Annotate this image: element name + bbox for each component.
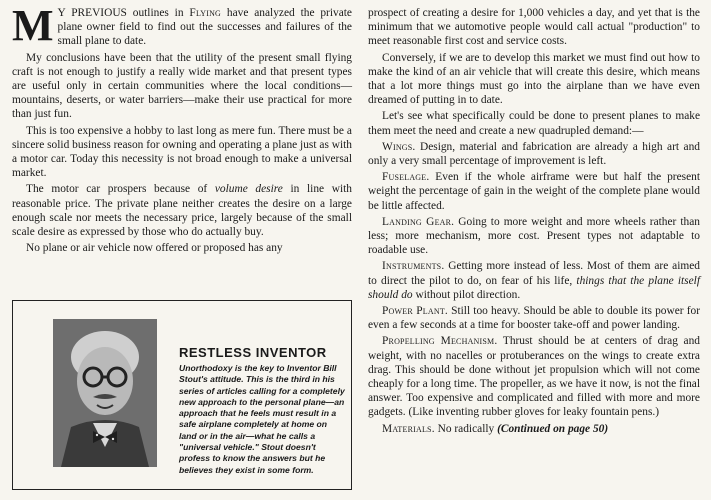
paragraph: My conclusions have been that the utility of the present small flying craft is not enough to justify a really wide market and that present types are useful only in certain communities where the local conditions—mountains, deserts, or water barriers—make their use practical for more than just fun. (12, 51, 352, 121)
drop-cap: M (12, 1, 54, 50)
sidebar-box (12, 300, 352, 490)
paragraph: Let's see what specifically could be done to present planes to make them meet the need and create a new quadrupled demand:— (368, 110, 700, 137)
section-landing-gear: Landing Gear. Going to more weight and more wheels rather than less; more mechanism, more cost. Present types not adaptable to roadable use. (368, 215, 700, 257)
magazine-name: Flying (189, 7, 222, 19)
continued-note: (Continued on page 50) (497, 422, 609, 435)
sidebar-text: Unorthodoxy is the key to Inventor Bill Stout's attitude. This is the third in his series of articles calling for a completely new approach to the personal plane—an approach that he feels must result in a safe airplane completely at home on land or in the air—what he calls a "universal vehicle." Stout doesn't profess to know the answers but he believes they exist in some form. (179, 363, 345, 475)
inventor-photo (53, 319, 157, 467)
section-fuselage: Fuselage. Even if the whole airframe were but half the present weight the percentage of gain in the weight of the complete plane would be little affected. (368, 171, 700, 212)
section-power-plant: Power Plant. Still too heavy. Should be able to double its power for even a few seconds at a time for booster take-off and power landing. (368, 305, 700, 332)
paragraph-intro: M Y PREVIOUS outlines in Flying have analyzed the private plane owner field to find out the successes and failures of the small plane to date. (12, 1, 352, 50)
paragraph: No plane or air vehicle now offered or proposed has any (26, 242, 283, 255)
section-propelling-mechanism: Propelling Mechanism. Thrust should be at centers of drag and weight, with no nacelles or protuberances on the wings to create extra drag. This should be done without jet propulsion which will not come cheaply for a long time. The propeller, as we have it now, is not the final answer. Too expensive and complicated and filled with more and more gadgets. (Like inventing rubber gloves for leaky fountain pens.) (368, 335, 700, 419)
paragraph: prospect of creating a desire for 1,000 vehicles a day, and yet that is the minimum that we automotive people would call actual "production" to meet reasonable first cost and service costs. (368, 7, 700, 48)
section-wings: Wings. Design, material and fabrication are already a high art and only a very small percentage of improvement is left. (368, 140, 700, 168)
section-materials: Materials. No radically (Continued on page 50) (382, 422, 609, 435)
sidebar-title: RESTLESS INVENTOR (179, 345, 327, 360)
section-instruments: Instruments. Getting more instead of less. Most of them are aimed to direct the pilot to do, on fear of his life, things that the plane itself should do without pilot direction. (368, 260, 701, 301)
paragraph: Conversely, if we are to develop this market we must find out how to make the kind of an air vehicle that will create this desire, which means that a lot more things must go into the airplane than we have even dreamed of putting in to date. (368, 51, 700, 107)
paragraph: This is too expensive a hobby to last long as mere fun. There must be a sincere solid business reason for owning and operating a plane just as with a motor car. Today this necessity is not broad enough to make a universal market. (12, 124, 352, 180)
portrait-image (53, 319, 157, 467)
left-column (12, 1, 352, 257)
right-column (368, 6, 700, 438)
paragraph: The motor car prospers because of volume desire in line with reasonable price. The private plane neither creates the desire on a large enough scale nor meets the necessary price, largely because of the small scale desire as expressed by those who do actually buy. (12, 183, 352, 239)
